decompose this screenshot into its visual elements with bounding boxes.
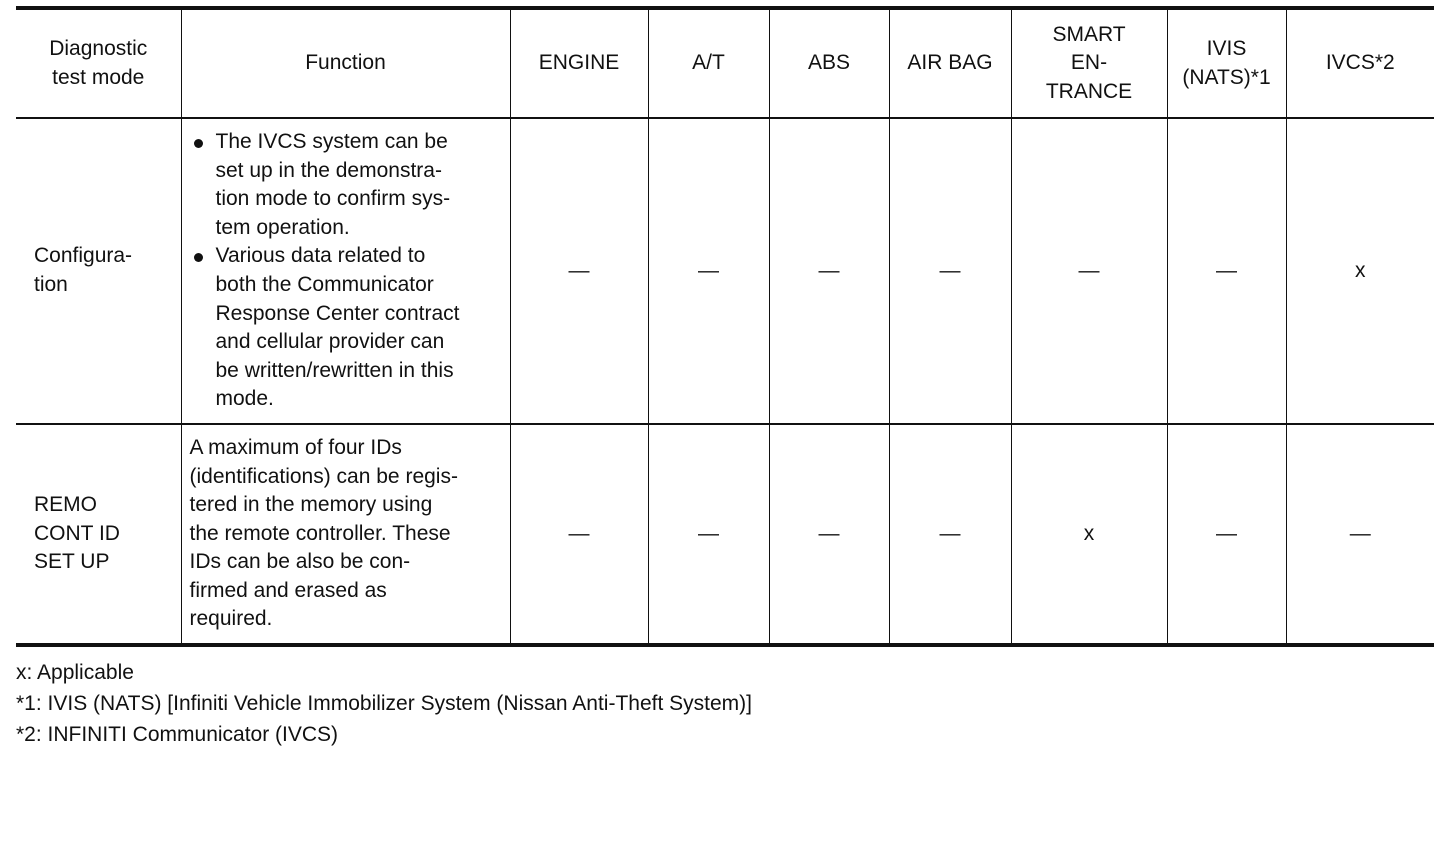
document — [16, 6, 1434, 750]
mark-at: — — [648, 424, 769, 645]
mark-smart-entrance: — — [1011, 118, 1167, 424]
mark-smart-entrance: x — [1011, 424, 1167, 645]
mark-air-bag: — — [889, 424, 1011, 645]
function-cell — [181, 118, 510, 424]
list-item — [190, 128, 502, 242]
mark-ivis-nats: — — [1167, 118, 1286, 424]
mode-cell-remo-cont-id-set-up: REMO CONT ID SET UP — [16, 424, 181, 645]
mark-ivcs: x — [1286, 118, 1434, 424]
bullet-text: Various data related to both the Communicator Response Center contract and cellular provider can be written/rewritten in this mode. — [215, 244, 460, 411]
mark-ivis-nats: — — [1167, 424, 1286, 645]
mark-engine: — — [510, 118, 648, 424]
header-engine: ENGINE — [510, 8, 648, 118]
header-ivcs: IVCS*2 — [1286, 8, 1434, 118]
header-air-bag: AIR BAG — [889, 8, 1011, 118]
table-header — [16, 8, 1434, 118]
list-item — [190, 242, 502, 414]
header-ivis-nats: IVIS (NATS)*1 — [1167, 8, 1286, 118]
header-abs: ABS — [769, 8, 889, 118]
table-notes — [16, 657, 1434, 750]
note-1: *1: IVIS (NATS) [Infiniti Vehicle Immobilizer System (Nissan Anti-Theft System)] — [16, 692, 752, 715]
mark-air-bag: — — [889, 118, 1011, 424]
header-function: Function — [181, 8, 510, 118]
mode-cell-configuration: Configura- tion — [16, 118, 181, 424]
diagnostic-test-mode-table — [16, 6, 1434, 647]
note-applicable: x: Applicable — [16, 661, 134, 684]
table-row — [16, 118, 1434, 424]
header-diagnostic-test-mode: Diagnostic test mode — [16, 8, 181, 118]
mark-abs: — — [769, 118, 889, 424]
function-cell: A maximum of four IDs (identifications) can be regis- tered in the memory using the remote controller. These IDs can be also be con- firmed and erased as required. — [181, 424, 510, 645]
mark-ivcs: — — [1286, 424, 1434, 645]
header-smart-entrance: SMART EN- TRANCE — [1011, 8, 1167, 118]
table-row — [16, 424, 1434, 645]
mark-at: — — [648, 118, 769, 424]
header-at: A/T — [648, 8, 769, 118]
header-row — [16, 8, 1434, 118]
note-2: *2: INFINITI Communicator (IVCS) — [16, 723, 339, 746]
bullet-icon — [194, 253, 203, 262]
bullet-icon — [194, 139, 203, 148]
function-bullet-list — [190, 128, 502, 414]
bullet-text: The IVCS system can be set up in the demonstra- tion mode to confirm sys- tem operation. — [215, 130, 451, 239]
mark-abs: — — [769, 424, 889, 645]
mark-engine: — — [510, 424, 648, 645]
